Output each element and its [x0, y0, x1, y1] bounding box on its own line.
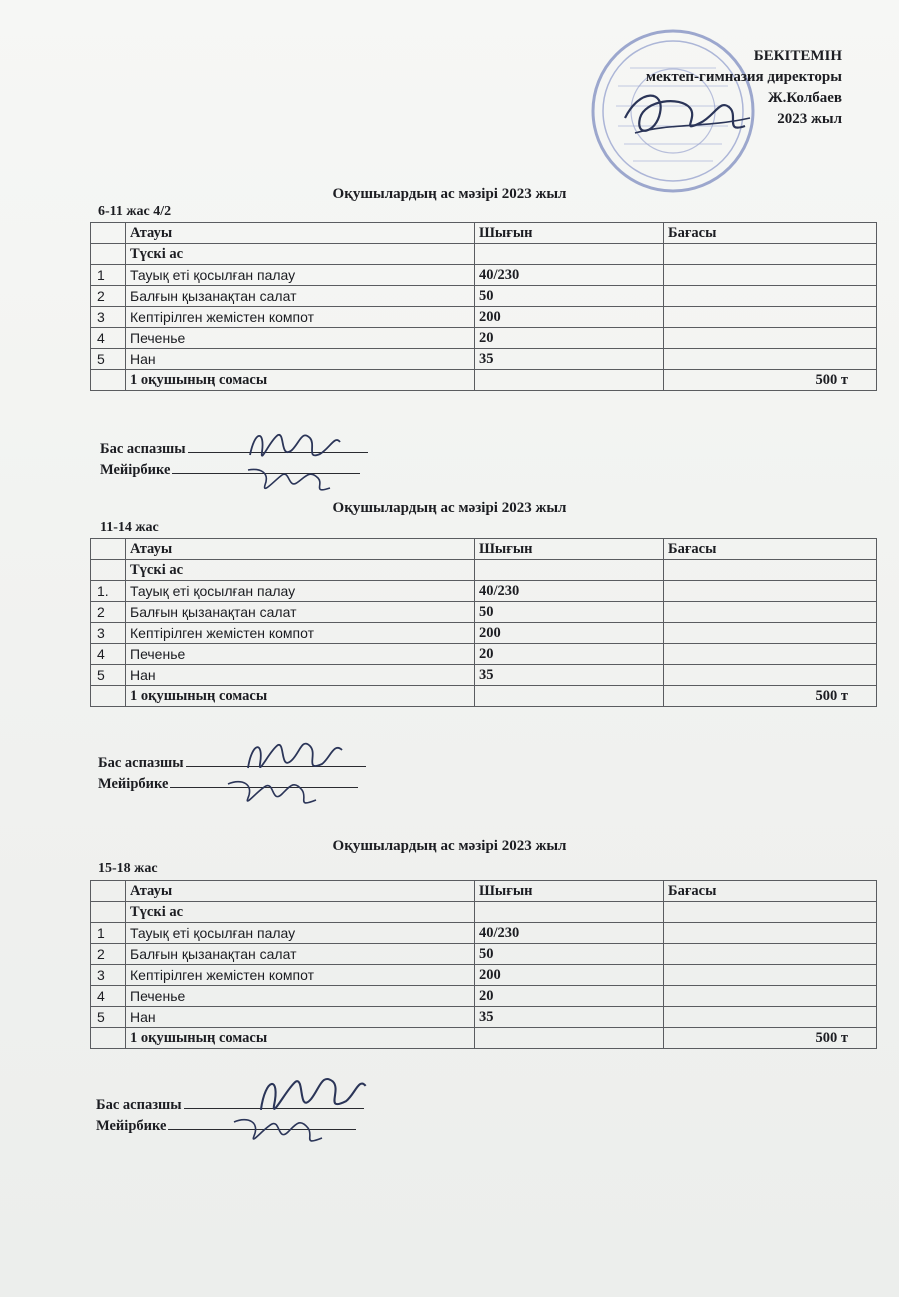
approval-block — [560, 46, 842, 130]
table-row — [91, 265, 877, 286]
row-number: 4 — [91, 986, 126, 1007]
menu-age-group: 15-18 жас — [98, 861, 158, 876]
approval-director: Ж.Колбаев — [767, 90, 842, 106]
meal-row — [91, 244, 877, 265]
row-number: 2 — [91, 286, 126, 307]
dish-name: Нан — [126, 1007, 475, 1028]
dish-qty: 50 — [475, 944, 664, 965]
row-number: 2 — [91, 944, 126, 965]
header-price: Бағасы — [664, 223, 877, 244]
dish-qty: 50 — [475, 602, 664, 623]
meal-label: Түскі ас — [126, 902, 475, 923]
nurse-signature-icon — [228, 1100, 338, 1160]
nurse-signature-icon — [222, 762, 332, 822]
dish-name: Нан — [126, 349, 475, 370]
dish-name: Балғын қызанақтан салат — [126, 286, 475, 307]
nurse-label: Мейірбике — [98, 776, 169, 792]
header-qty: Шығын — [475, 881, 664, 902]
meal-row — [91, 902, 877, 923]
dish-qty: 200 — [475, 307, 664, 328]
row-number: 1 — [91, 265, 126, 286]
table-row — [91, 644, 877, 665]
dish-name: Балғын қызанақтан салат — [126, 944, 475, 965]
table-header-row — [91, 881, 877, 902]
dish-name: Тауық еті қосылған палау — [126, 581, 475, 602]
dish-name: Печенье — [126, 644, 475, 665]
meal-label: Түскі ас — [126, 244, 475, 265]
row-number: 3 — [91, 307, 126, 328]
dish-qty: 200 — [475, 623, 664, 644]
chef-label: Бас аспазшы — [98, 755, 184, 771]
meal-row — [91, 560, 877, 581]
dish-name: Кептірілген жемістен компот — [126, 623, 475, 644]
table-row — [91, 923, 877, 944]
row-number: 5 — [91, 349, 126, 370]
meal-label: Түскі ас — [126, 560, 475, 581]
row-number: 4 — [91, 328, 126, 349]
table-row — [91, 349, 877, 370]
menu-age-group: 6-11 жас 4/2 — [98, 204, 172, 219]
menu-title: Оқушылардың ас мәзірі 2023 жыл — [332, 186, 567, 202]
table-row — [91, 986, 877, 1007]
header-qty: Шығын — [475, 223, 664, 244]
total-row — [91, 1028, 877, 1049]
dish-qty: 35 — [475, 349, 664, 370]
total-value: 500 т — [664, 370, 877, 391]
dish-name: Кептірілген жемістен компот — [126, 965, 475, 986]
chef-label: Бас аспазшы — [100, 441, 186, 457]
table-row — [91, 965, 877, 986]
total-label: 1 оқушының сомасы — [126, 370, 475, 391]
dish-qty: 20 — [475, 328, 664, 349]
dish-qty: 35 — [475, 1007, 664, 1028]
dish-qty: 35 — [475, 665, 664, 686]
total-row — [91, 370, 877, 391]
dish-qty: 200 — [475, 965, 664, 986]
dish-qty: 50 — [475, 286, 664, 307]
table-row — [91, 665, 877, 686]
menu-title: Оқушылардың ас мәзірі 2023 жыл — [332, 500, 567, 516]
dish-name: Тауық еті қосылған палау — [126, 265, 475, 286]
dish-name: Печенье — [126, 328, 475, 349]
nurse-label: Мейірбике — [96, 1118, 167, 1134]
table-row — [91, 581, 877, 602]
row-number: 2 — [91, 602, 126, 623]
total-value: 500 т — [664, 1028, 877, 1049]
menu-title: Оқушылардың ас мәзірі 2023 жыл — [332, 838, 567, 854]
table-header-row — [91, 223, 877, 244]
header-name: Атауы — [126, 223, 475, 244]
nurse-label: Мейірбике — [100, 462, 171, 478]
dish-qty: 40/230 — [475, 581, 664, 602]
row-number: 4 — [91, 644, 126, 665]
total-row — [91, 686, 877, 707]
dish-qty: 20 — [475, 986, 664, 1007]
row-number: 5 — [91, 665, 126, 686]
row-number: 3 — [91, 623, 126, 644]
dish-name: Тауық еті қосылған палау — [126, 923, 475, 944]
header-qty: Шығын — [475, 539, 664, 560]
menu-table — [90, 538, 877, 707]
table-header-row — [91, 539, 877, 560]
approval-position: мектеп-гимназия директоры — [645, 69, 842, 85]
table-row — [91, 1007, 877, 1028]
approval-title: БЕКІТЕМІН — [753, 48, 842, 64]
dish-name: Печенье — [126, 986, 475, 1007]
dish-name: Балғын қызанақтан салат — [126, 602, 475, 623]
row-number: 1 — [91, 923, 126, 944]
row-number: 5 — [91, 1007, 126, 1028]
total-value: 500 т — [664, 686, 877, 707]
chef-label: Бас аспазшы — [96, 1097, 182, 1113]
table-row — [91, 307, 877, 328]
table-row — [91, 328, 877, 349]
dish-qty: 20 — [475, 644, 664, 665]
menu-age-group: 11-14 жас — [100, 520, 159, 535]
table-row — [91, 602, 877, 623]
total-label: 1 оқушының сомасы — [126, 686, 475, 707]
table-row — [91, 286, 877, 307]
menu-table — [90, 222, 877, 391]
header-price: Бағасы — [664, 539, 877, 560]
dish-name: Кептірілген жемістен компот — [126, 307, 475, 328]
dish-qty: 40/230 — [475, 923, 664, 944]
header-name: Атауы — [126, 881, 475, 902]
menu-table — [90, 880, 877, 1049]
header-price: Бағасы — [664, 881, 877, 902]
dish-name: Нан — [126, 665, 475, 686]
row-number: 3 — [91, 965, 126, 986]
approval-year: 2023 жыл — [777, 111, 842, 127]
header-name: Атауы — [126, 539, 475, 560]
dish-qty: 40/230 — [475, 265, 664, 286]
table-row — [91, 944, 877, 965]
total-label: 1 оқушының сомасы — [126, 1028, 475, 1049]
table-row — [91, 623, 877, 644]
row-number: 1. — [91, 581, 126, 602]
